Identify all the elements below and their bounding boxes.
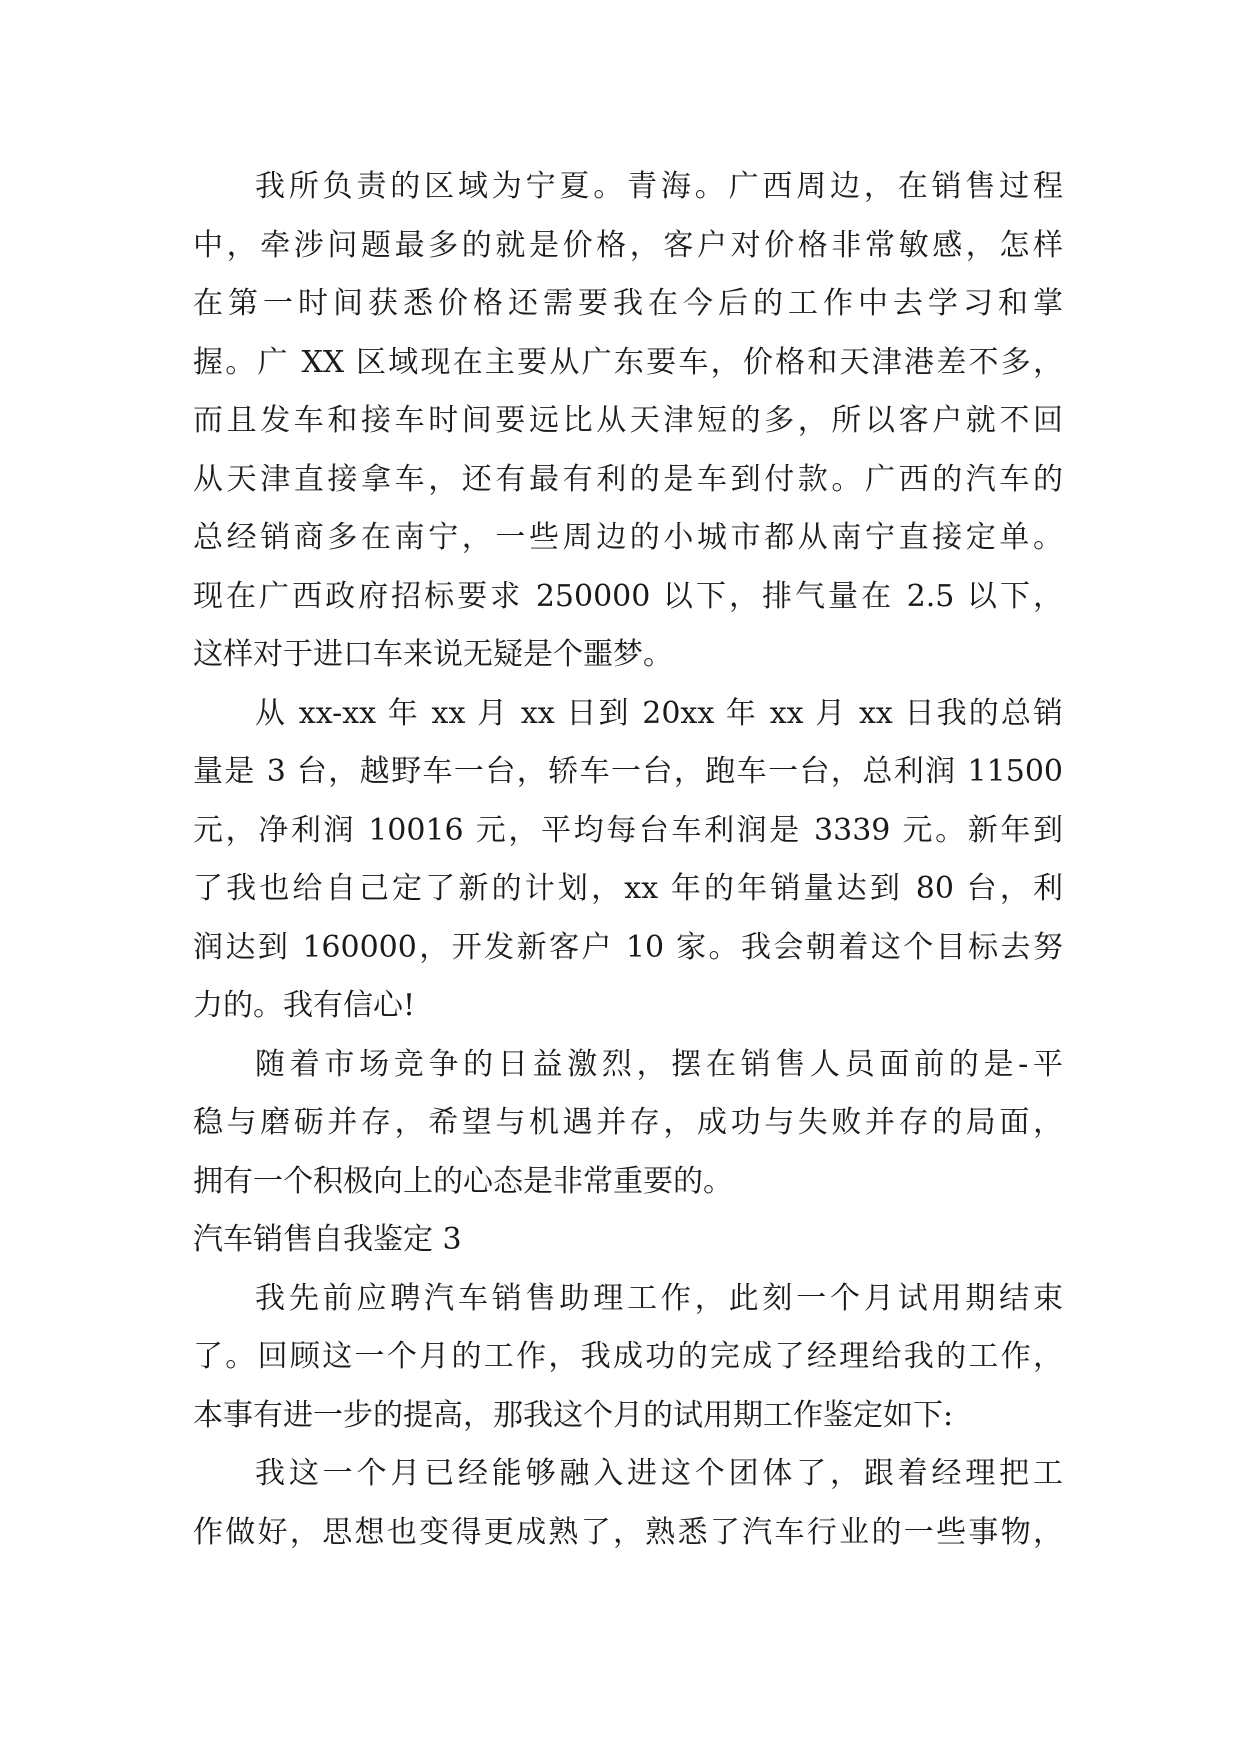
text-line: 汽车销售自我鉴定 3 [193,1222,462,1257]
text-line: 我这一个月已经能够融入进这个团体了，跟着经理把工 [255,1456,1063,1491]
section-heading [193,1211,1063,1270]
text-line: 力的。我有信心! [193,988,416,1023]
paragraph [193,1445,1063,1562]
text-line: 而且发车和接车时间要远比从天津短的多，所以客户就不回 [193,403,1063,438]
text-line: 稳与磨砺并存，希望与机遇并存，成功与失败并存的局面， [193,1105,1063,1140]
text-line: 这样对于进口车来说无疑是个噩梦。 [193,637,673,672]
text-line: 从天津直接拿车，还有最有利的是车到付款。广西的汽车的 [193,461,1063,497]
text-line: 总经销商多在南宁，一些周边的小城市都从南宁直接定单。 [193,520,1063,555]
text-line: 我所负责的区域为宁夏。青海。广西周边，在销售过程 [255,169,1063,204]
text-line: 从 xx-xx 年 xx 月 xx 日到 20xx 年 xx 月 xx 日我的总销 [255,695,1063,731]
text-line: 在第一时间获悉价格还需要我在今后的工作中去学习和掌 [193,286,1063,321]
paragraph [193,158,1063,685]
text-line: 现在广西政府招标要求 250000 以下，排气量在 2.5 以下， [193,578,1063,614]
text-line: 量是 3 台，越野车一台，轿车一台，跑车一台，总利润 11500 [193,754,1063,789]
text-line: 了。回顾这一个月的工作，我成功的完成了经理给我的工作， [193,1339,1063,1374]
paragraph [193,685,1063,1036]
text-line: 中，牵涉问题最多的就是价格，客户对价格非常敏感，怎样 [193,227,1063,263]
text-line: 随着市场竞争的日益激烈，摆在销售人员面前的是-平 [255,1046,1063,1082]
text-line: 拥有一个积极向上的心态是非常重要的。 [193,1163,733,1199]
document-body [193,158,1063,1562]
text-line: 了我也给自己定了新的计划，xx 年的年销量达到 80 台，利 [193,871,1063,906]
text-line: 作做好，思想也变得更成熟了，熟悉了汽车行业的一些事物， [193,1514,1063,1550]
text-line: 元，净利润 10016 元，平均每台车利润是 3339 元。新年到 [193,812,1063,848]
text-line: 润达到 160000，开发新客户 10 家。我会朝着这个目标去努 [193,929,1063,965]
text-line: 我先前应聘汽车销售助理工作，此刻一个月试用期结束 [255,1280,1063,1316]
paragraph [193,1270,1063,1446]
paragraph [193,1036,1063,1212]
text-line: 握。广 XX 区域现在主要从广东要车，价格和天津港差不多， [193,344,1063,380]
text-line: 本事有进一步的提高，那我这个月的试用期工作鉴定如下: [193,1397,954,1433]
